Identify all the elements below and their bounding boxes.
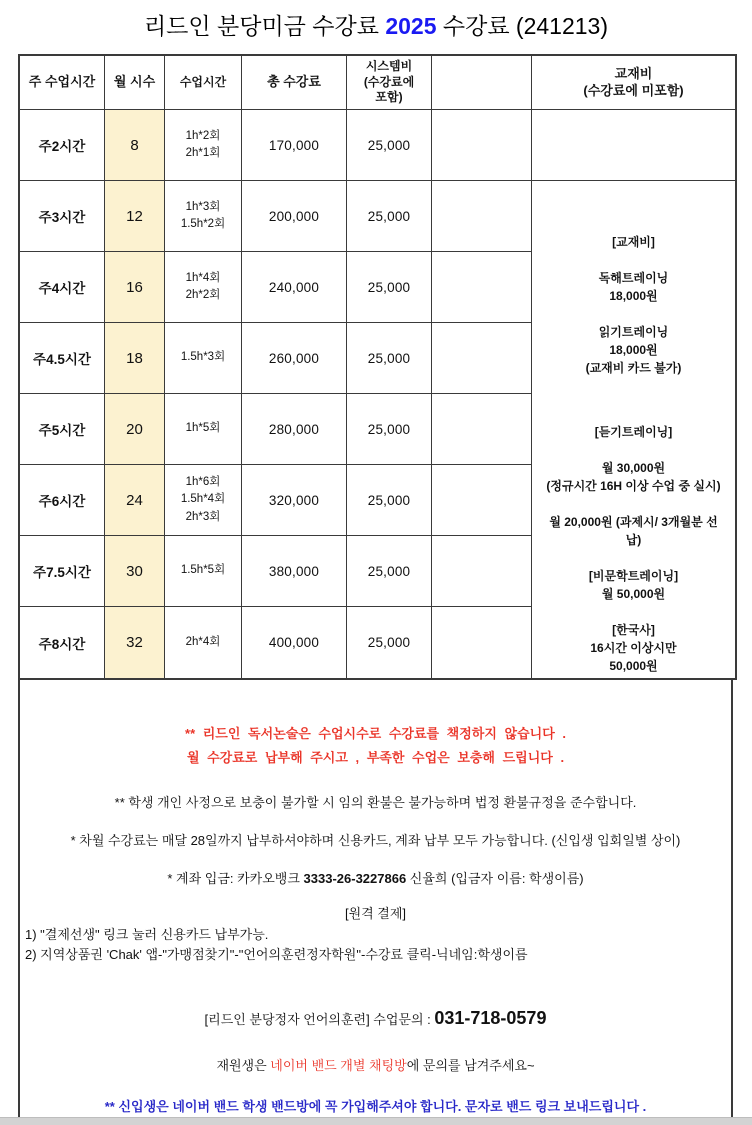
account-note xyxy=(20,868,731,887)
row-fee: 200,000 xyxy=(242,181,347,252)
red-notice: ** 리드인 독서논술은 수업시수로 수강료를 책정하지 않습니다 . 월 수강료로 납부해 주시고 , 부족한 수업은 보충해 드립니다 . xyxy=(185,726,566,766)
row-fee: 280,000 xyxy=(242,394,347,465)
current-prefix: 재원생은 xyxy=(216,1058,271,1074)
account-prefix: * 계좌 입금: 카카오뱅크 xyxy=(167,871,304,887)
row-system: 25,000 xyxy=(347,607,432,678)
row-monthly: 30 xyxy=(105,536,165,607)
title-prefix: 리드인 분당미금 수강료 xyxy=(143,13,386,39)
account-number: 3333-26-3227866 xyxy=(303,871,407,887)
row-empty-cell xyxy=(432,394,532,465)
remote-payment-header: [원격 결제] xyxy=(344,906,407,922)
row-fee: 260,000 xyxy=(242,323,347,394)
row-monthly: 32 xyxy=(105,607,165,678)
row-fee: 320,000 xyxy=(242,465,347,536)
row-schedule: 1h*3회 1.5h*2회 xyxy=(165,181,242,252)
tuition-table xyxy=(18,54,737,680)
row-system: 25,000 xyxy=(347,252,432,323)
header-class-time: 수업시간 xyxy=(165,56,242,110)
row-empty-cell xyxy=(432,252,532,323)
horizontal-scrollbar[interactable] xyxy=(0,1117,752,1125)
row-empty-cell xyxy=(432,607,532,678)
row-monthly: 8 xyxy=(105,110,165,181)
row-hours: 주2시간 xyxy=(20,110,105,181)
row-hours: 주4.5시간 xyxy=(20,323,105,394)
row-monthly: 18 xyxy=(105,323,165,394)
row-monthly: 20 xyxy=(105,394,165,465)
page-title xyxy=(0,8,752,41)
row-monthly: 16 xyxy=(105,252,165,323)
current-student-line xyxy=(20,1055,731,1074)
row-hours: 주8시간 xyxy=(20,607,105,678)
current-suffix: 에 문의를 남겨주세요~ xyxy=(406,1058,535,1074)
row-hours: 주7.5시간 xyxy=(20,536,105,607)
header-textbook-fee: 교재비 (수강료에 미포함) xyxy=(532,56,735,110)
row-fee: 240,000 xyxy=(242,252,347,323)
remote-payment-1: 1) "결제선생" 링크 눌러 신용카드 납부가능. xyxy=(25,927,269,943)
row-schedule: 2h*4회 xyxy=(165,607,242,678)
title-suffix: 수강료 (241213) xyxy=(436,13,609,39)
row-empty-cell xyxy=(432,323,532,394)
header-weekly-hours: 주 수업시간 xyxy=(20,56,105,110)
textbook-empty-cell xyxy=(532,110,735,181)
textbook-fee-block: [교재비] 독해트레이닝 18,000원 읽기트레이닝 18,000원 (교재비 카드 불가) xyxy=(585,235,682,375)
header-empty xyxy=(432,56,532,110)
inquiry-line xyxy=(20,1008,731,1029)
phone-number: 031-718-0579 xyxy=(434,1008,547,1029)
account-suffix: 신율희 (입금자 이름: 학생이름) xyxy=(406,871,584,887)
row-fee: 170,000 xyxy=(242,110,347,181)
row-empty-cell xyxy=(432,110,532,181)
remote-payment-2: 2) 지역상품권 'Chak' 앱-"가맹점찾기"-"언어의훈련정자학원"-수강료 클릭-닉네임:학생이름 xyxy=(25,947,528,963)
header-total-fee: 총 수강료 xyxy=(242,56,347,110)
row-empty-cell xyxy=(432,181,532,252)
row-schedule: 1h*4회 2h*2회 xyxy=(165,252,242,323)
listening-training-block: [듣기트레이닝] 월 30,000원 (정규시간 16H 이상 수업 중 실시) 월 20,000원 (과제시/ 3개월분 선납) [비문학트레이닝] 월 50,000원 [한국사] 16시간 이상시만 50,000원 xyxy=(546,425,721,673)
inquiry-prefix: [리드인 분당정자 언어의훈련] 수업문의 : xyxy=(204,1012,435,1028)
row-system: 25,000 xyxy=(347,465,432,536)
title-year: 2025 xyxy=(385,13,437,39)
refund-note: ** 학생 개인 사정으로 보충이 불가할 시 임의 환불은 불가능하며 법정 환불규정을 준수합니다. xyxy=(114,795,637,811)
row-fee: 380,000 xyxy=(242,536,347,607)
band-chat-highlight: 네이버 밴드 개별 채팅방 xyxy=(270,1058,407,1074)
row-system: 25,000 xyxy=(347,323,432,394)
row-monthly: 24 xyxy=(105,465,165,536)
row-fee: 400,000 xyxy=(242,607,347,678)
row-empty-cell xyxy=(432,536,532,607)
payment-due-note: * 차월 수강료는 매달 28일까지 납부하셔야하며 신용카드, 계좌 납부 모두 가능합니다. (신입생 입회일별 상이) xyxy=(70,833,681,849)
row-system: 25,000 xyxy=(347,394,432,465)
row-schedule: 1.5h*3회 xyxy=(165,323,242,394)
notes-section xyxy=(18,680,733,1117)
row-monthly: 12 xyxy=(105,181,165,252)
row-schedule: 1h*5회 xyxy=(165,394,242,465)
row-schedule: 1.5h*5회 xyxy=(165,536,242,607)
row-hours: 주5시간 xyxy=(20,394,105,465)
header-system-fee: 시스템비 (수강료에 포함) xyxy=(347,56,432,110)
row-schedule: 1h*6회 1.5h*4회 2h*3회 xyxy=(165,465,242,536)
row-system: 25,000 xyxy=(347,181,432,252)
row-system: 25,000 xyxy=(347,536,432,607)
new-student-notice: ** 신입생은 네이버 밴드 학생 밴드방에 꼭 가입해주셔야 합니다. 문자로 밴드 링크 보내드립니다 . xyxy=(104,1099,647,1115)
textbook-fee-details xyxy=(532,181,735,678)
row-system: 25,000 xyxy=(347,110,432,181)
row-empty-cell xyxy=(432,465,532,536)
row-hours: 주3시간 xyxy=(20,181,105,252)
row-hours: 주6시간 xyxy=(20,465,105,536)
row-hours: 주4시간 xyxy=(20,252,105,323)
row-schedule: 1h*2회 2h*1회 xyxy=(165,110,242,181)
header-monthly-count: 월 시수 xyxy=(105,56,165,110)
